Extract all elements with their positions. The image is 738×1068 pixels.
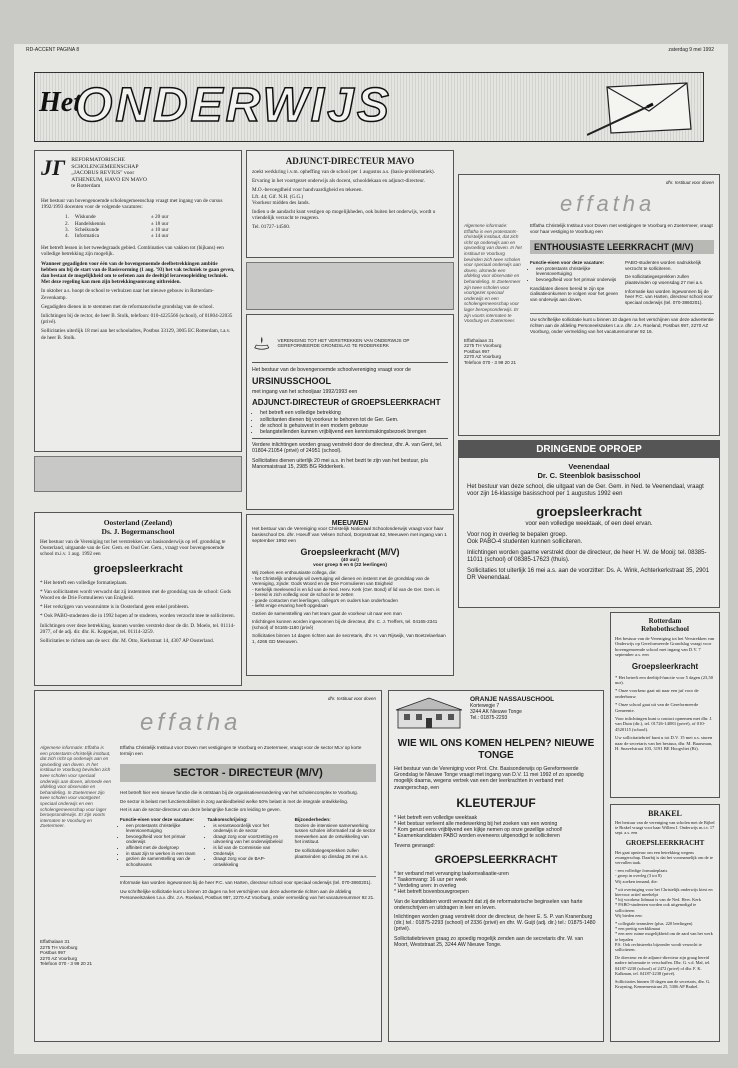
list-item: • bevoegdheid voor het primair onderwijs bbox=[536, 277, 619, 283]
list-item: * Het betreft een volledige formatieplaats. bbox=[40, 579, 128, 586]
org-line: REFORMATORISCHE bbox=[71, 157, 125, 163]
ad-text: Het bestuur van de Vereniging tot het verstrekken van basisonderwijs op ref. grondslag te Oosterland, uitgaande van de Ger. Gem. en Oud Ger. Gem., vraagt voor bovengenoemde school m.i.v. 1 aug. 1992 een bbox=[40, 539, 226, 558]
ad-text: M.O.-bevoegdheid voor handvaardigheid en tekenen. bbox=[252, 187, 363, 194]
list-item: * Verdeling uren: in overleg bbox=[394, 883, 457, 890]
ad-text: De sollicitatiegesprekken zullen plaatsvinden op dinsdag 26 mei a.s. bbox=[294, 847, 368, 859]
ad-effatha-sector-directeur bbox=[34, 690, 382, 1042]
ad-text: Sollicitaties dienen uiterlijk 20 mei a.s. in het bezit te zijn van het bestuur, p/a Manomaistraat 15, 2985 BG Ridderkerk. bbox=[252, 457, 428, 470]
banner-prefix: Het bbox=[39, 87, 81, 118]
address-block: Effathalaan 31 2275 TH Voorburg Postbus 997 2270 AZ Voorburg Telefoon 070 - 3 99 20 21 bbox=[40, 938, 93, 967]
ad-text: Het bestuur van bovengenoemde scholengemeenschap vraagt met ingang van de cursus 1992/1993 docenten voor de volgende vacatures: bbox=[41, 197, 223, 211]
envelope-illustration bbox=[587, 77, 697, 137]
ad-text: Lft. 44; Gif. N.H. (G.G.) bbox=[252, 193, 304, 200]
ad-text: Gegadigden dienen in te stemmen met de reformatorische grondslag van de school. bbox=[41, 303, 214, 310]
list-item: * Het betreft bovenbouwgroepen bbox=[394, 889, 469, 896]
ad-tag: dhr. Instituut voor doven bbox=[665, 180, 714, 185]
list-item: • draagt zorg voor voortzetting en uitvoering van het onderwijsbeleid bbox=[213, 834, 288, 845]
ad-text: Ervaring in het voortgezet onderwijs als docent, schooldekaan en adjunct-directeur. bbox=[252, 178, 425, 185]
vacancy-row: 2. Handelskennis ± 18 uur bbox=[65, 220, 169, 227]
role-title: groepsleerkracht bbox=[536, 504, 642, 519]
ad-bar-title: DRINGENDE OPROEP bbox=[459, 441, 719, 458]
school-name: Rehobothschool bbox=[641, 625, 689, 633]
org-line: ATHENEUM, HAVO EN MAVO bbox=[71, 176, 147, 183]
ad-text: Sollicitaties te richten aan de secr. dhr. M. Otto, Kerkstraat 14, 4307 AP Oosterland. bbox=[40, 638, 214, 645]
grey-filler bbox=[246, 262, 454, 310]
list-item: * uit overtuiging voor het Christelijk onderwijs kiest en hiervoor actief meehelpt bbox=[615, 886, 713, 898]
list-item: - het Christelijk onderwijs wil overtuiging wil dienen en instemt met de grondslag van de Vereniging, zijnde: Gods Woord en de Drie Formulieren van Enigheid bbox=[252, 575, 430, 587]
role-title: GROEPSLEERKRACHT bbox=[434, 853, 558, 866]
ad-title: ADJUNCT-DIRECTEUR MAVO bbox=[285, 156, 415, 166]
side-info: Algemene informatie: Effatha is een protestants-christelijk instituut, dat zich richt op onderwijs aan en opvoeding van doven. In het instituut te Voorburg bevinden zich twee scholen voor speciaal onderwijs aan doven, alsmede een afdeling voor observatie en behandeling. In Zoetermeer zijn twee scholen voor voortgezet speciaal onderwijs en een scholengemeenschap voor lager beroepsonderwijs. Er zijn voorts internaten te Voorburg en Zoetermeer. bbox=[464, 223, 522, 324]
ad-text: Sollicitatiebrieven graag zo spoedig mogelijk zenden aan de secretaris dhr. W. van Moort, Weststraat 25, 3244 AW Nieuwe Tonge. bbox=[394, 935, 584, 948]
list-item: • het betreft een volledige betrekking bbox=[260, 410, 448, 416]
ad-tag: dhr. Instituut voor doven bbox=[327, 696, 376, 701]
ad-text: met ingang van het schooljaar 1992/1993 een bbox=[252, 389, 358, 396]
ad-dringende-oproep bbox=[458, 440, 720, 608]
list-item: • een protestants christelijke levensovertuiging bbox=[126, 823, 201, 834]
list-item: • een protestants christelijke levensovertuiging bbox=[536, 266, 619, 277]
ad-text: Wij bieden een: bbox=[615, 912, 643, 918]
ad-text: Het betreft hier een nieuwe functie die is ontstaan bij de organisatieverandering van het scholencomplex te Voorburg. bbox=[120, 790, 359, 796]
role-title: ENTHOUSIASTE LEERKRACHT (M/V) bbox=[530, 240, 714, 254]
ad-text: Het bestuur van de bovengenoemde schoolvereniging vraagt voor de bbox=[252, 367, 411, 373]
ad-text: In oktober a.s. hoopt de school te verhuizen naar het nieuwe gebouw in Rotterdam-Zevenkamp. bbox=[41, 288, 214, 301]
role-title: GROEPSLEERKRACHT bbox=[625, 838, 705, 847]
ad-footer: Uw schriftelijke sollicitatie kunt u binnen 10 dagen na het verschijnen van deze advertentie richten aan de afdeling Personeelszaken t.a.v. dhr. J.A. Roeland, Postbus 997, 2270 AZ Voorburg, onder vermelding van het vacaturenummer 92 21. bbox=[120, 888, 375, 900]
grey-filler bbox=[34, 456, 242, 492]
list-item: • draagt zorg voor de BAP-ontwikkeling bbox=[213, 856, 288, 867]
ad-text: voor een volledige weektaak, of een deel ervan. bbox=[525, 521, 653, 527]
ad-text: Het is aan de sector-directeur van deze belangrijke functie om leiding te geven. bbox=[120, 807, 281, 813]
ad-list bbox=[260, 410, 448, 435]
ad-jacobus-revius bbox=[34, 150, 242, 452]
list-item: * Kom gerust eens vrijblijvend een kijkje nemen op onze gezellige school! bbox=[394, 827, 563, 834]
role-title: Groepsleerkracht bbox=[631, 661, 699, 671]
list-item: * Het bestuur verleent alle medewerking bij het zoeken van een woning bbox=[394, 821, 558, 828]
list-item: * een prettig werkklimaat bbox=[615, 926, 660, 932]
ad-subhead: Wij zoeken een enthousiaste collega, die: bbox=[252, 570, 337, 576]
list-item: * PABO-studenten worden ook uitgenodigd te solliciteren bbox=[615, 902, 697, 913]
jr-logo: JΓ bbox=[41, 155, 66, 180]
role-title: KLEUTERJUF bbox=[456, 795, 536, 810]
school-name: URSINUSSCHOOL bbox=[252, 376, 332, 387]
ad-oranje-nassauschool bbox=[388, 690, 604, 1042]
side-info: Algemene informatie: Effatha is een protestants-christelijk instituut, dat zich richt op onderwijs aan en opvoeding van doven. In het instituut te Voorburg bevinden zich twee scholen voor speciaal onderwijs aan doven, alsmede een afdeling voor observatie en behandeling. In Zoetermeer zijn twee scholen voor voortgezet speciaal onderwijs en een scholengemeenschap voor lager beroepsonderwijs. Er zijn voorts internaten te Voorburg en Zoetermeer. bbox=[40, 745, 111, 829]
vacancy-row: 1. Wiskunde ± 20 uur bbox=[65, 214, 169, 221]
list-item: • bevoegdheid voor het primair onderwijs bbox=[126, 834, 201, 845]
list-item: • is verantwoordelijk voor het onderwijs in de sector bbox=[213, 823, 288, 834]
place-name: BRAKEL bbox=[648, 809, 682, 818]
list-item: * Het betreft een deeltijd-functie voor 5 dagen (23,50 uur). bbox=[615, 674, 714, 686]
page-header-left: RD-ACCENT PAGINA 8 bbox=[26, 47, 80, 53]
ad-text: Voor nog in overleg te bepalen groep. bbox=[467, 532, 568, 538]
list-item: - liefst enige ervaring heeft opgedaan bbox=[252, 603, 328, 609]
ad-text: De sector is belast met functiemobiliteit in zorg aanbiedbeleid welke 50% belast is met de integrale ontwikkeling. bbox=[120, 798, 349, 804]
role-title: Groepsleerkracht (M/V) bbox=[300, 547, 400, 558]
list-item: * Onze school gaat uit van de Gereformeerde Gemeente. bbox=[615, 702, 699, 713]
list-item: * Ook PABO-studenten die in 1992 hopen af te studeren, worden verzocht mee te solliciteren. bbox=[40, 613, 235, 620]
ad-text: Uw sollicitatiebrief kunt u tot D.V. 15 mei a.s. sturen naar de secretaris van het bestuur, dhr. M. Baarsman, H. Snavelstraat 103, 3191 BE Hoogvliet (Rt). bbox=[615, 735, 713, 752]
ad-text: Sollicitaties tot uiterlijk 16 mei a.s. aan de voorzitter: Ds. A. Wink, Achterkerkstraat 35, 2901 DR Veenendaal. bbox=[467, 568, 710, 581]
ad-ursinusschool bbox=[246, 314, 454, 510]
newspaper-page bbox=[14, 44, 728, 1054]
vacancy-row: 4. Informatica ± 14 uur bbox=[65, 232, 169, 239]
ad-text: Gezien de intensieve samenwerking tussen scholen informatief zal de sector meewerken aan de ontwikkeling van het instituut. bbox=[294, 822, 376, 845]
list-item: • belangstellenden kunnen vrijblijvend een kennismakingsbezoek brengen bbox=[260, 429, 448, 435]
ad-text: Gezien de samenstelling van het team gaat de voorkeur uit naar een man bbox=[252, 610, 402, 616]
ad-text: Het bestuur van deze school, die uitgaat van de Ger. Gem. in Ned. te Veenendaal, vraagt voor zijn 16-klassige basisschool per 1 augustus 1992 een bbox=[467, 484, 704, 497]
ad-text: Kandidaten dienen bereid te zijn spe cialisatieonkursen te volgen voor het geven van onderwijs aan doven. bbox=[530, 285, 619, 302]
list-item: * Het betreft een volledige weektaak bbox=[394, 814, 478, 821]
ad-text: Ook PABO-4 studenten kunnen solliciteren. bbox=[467, 539, 583, 545]
ad-text: Inlichtingen kunnen worden ingewonnen bij de directeur, dhr. C. J. Treffers, tel. 04165-2341 (school) of 04165-1180 (privé) bbox=[252, 619, 438, 630]
ad-text: Indien u de aandacht kunt vestigen op mogelijkheden, ook buiten het onderwijs, wordt u vriendelijk verzocht te reageren. bbox=[252, 209, 436, 222]
list-item: * Examenkandidaten PABO worden eveneens uitgenodigd te solliciteren bbox=[394, 833, 560, 840]
hours: (40 uur) bbox=[341, 558, 359, 564]
list-item: • is lid van de Commissie van Onderwijs bbox=[213, 845, 288, 856]
role-title: SECTOR - DIRECTEUR (M/V) bbox=[120, 764, 376, 782]
school-building-illustration bbox=[394, 696, 464, 730]
lamp-icon bbox=[252, 332, 272, 354]
ad-text: Informatie kan worden ingewonnen bij de heer P.C. van Harten, directeur school voor speciaal onderwijs (tel. 070-3860201). bbox=[120, 880, 372, 886]
ad-brakel bbox=[610, 804, 720, 1042]
headline: WIE WIL ONS KOMEN HELPEN? NIEUWE TONGE bbox=[397, 738, 595, 761]
list-item: • in staat zijn te werken in een team bbox=[126, 851, 201, 857]
list-item: - bereid is zich volledig voor de school in te zetten bbox=[252, 592, 354, 598]
address-block: Effathalaan 31 2275 TH Voorburg Postbus 997 2270 AZ Voorburg Telefoon 070 - 3 99 20 21 bbox=[464, 337, 517, 366]
ad-text: Voor inlichtingen kunt u contact opnemen met dhr. J. van Duin (dir.), tel. 01726-14083 (privé), of 010-4520115 (school). bbox=[615, 716, 713, 732]
place-name: MEEUWEN bbox=[331, 520, 369, 527]
list-item: - goede contacten met leerlingen, collega's en ouders kan onderhouden bbox=[252, 597, 398, 603]
vacancy-list bbox=[65, 214, 235, 239]
ad-text: Tel. 01727-14560. bbox=[252, 224, 291, 231]
ad-text: Verdere inlichtingen worden graag verstrekt door de directeur, dhr. A. van Gent, tel. 01804-21054 (privé) of 24951 (school). bbox=[252, 442, 443, 455]
ad-text: Het bestuur van de vereniging van scholen met de Bijbel te Brakel vraagt voor haar Willem I. Onderwijs m.i.v. 17 sept. a.s. een bbox=[615, 820, 715, 836]
ad-text: Het bestuur van de Vereniging voor Prot. Chr. Basisonderwijs op Gereformeerde Grondslag te Nieuwe Tonge vraagt met ingang van D.V. 11 mei 1992 of zo spoedig mogelijk daarna, wegens vertrek van een der leerkrachten in verband met zwangerschap, een bbox=[394, 766, 584, 791]
ad-text: Effatha Christelijk Instituut voor Doven met vestigingen te Voorburg en Zoetermeer, vraagt voor haar vestiging te Voorburg een bbox=[530, 223, 713, 234]
ad-text: Het bestuur van de Vereniging tot het Verstrekken van Onderwijs op Gereformeerde Grondslag vraagt voor bovengenoemde school met ingang van D.V. 7 september a.s. een bbox=[615, 636, 715, 658]
list-item: * Taakomvang: 16 uur per week bbox=[394, 877, 467, 884]
ad-oosterland bbox=[34, 512, 242, 686]
role-title: groepsleerkracht bbox=[93, 562, 183, 575]
ad-text: Inlichtingen bij de rector, de heer B. Stolk, telefoon: 010-4225566 (school), of 01804-22035 (privé). bbox=[41, 313, 233, 326]
vacancy-row: 3. Scheikunde ± 10 uur bbox=[65, 226, 169, 233]
role-title: ADJUNCT-DIRECTEUR of GROEPSLEERKRACHT bbox=[252, 398, 441, 408]
ad-text: zoekt werkkring i.v.m. opheffing van de school per 1 augustus a.s. (basis-problematiek). bbox=[252, 169, 435, 175]
ad-text: Inlichtingen worden gaarne verstrekt door de directeur, de heer H. W. de Mooij: tel. 08385-11011 (school) of 08385-17623 (thuis). bbox=[467, 550, 707, 563]
ad-text: Wanneer gegadigden voor één van de bovengenoemde deelbetrekkingen ambitie hebben om bij de start van de Basisvorming (1 aug. '93) het vak techniek te gaan geven, dan bestaat de mogelijkheid om te oefenen aan de deeltijd lerarenopleiding techniek. Met deze regeling kan men zijn betrekkingsomvang uitbreiden. bbox=[41, 260, 235, 286]
list-item: • affiniteit met de doelgroep bbox=[126, 845, 201, 851]
list-item: - groep in overleg (3 tot 8) bbox=[615, 873, 662, 879]
ad-text: PABO-studenten worden nadrukkelijk verzocht te solliciteren. bbox=[625, 260, 702, 271]
ad-text: Het betreft lessen in het tweedegraads gebied. Combinaties van vakken tot (bijkans) een volledige betrekking zijn mogelijk. bbox=[41, 245, 224, 258]
section-banner bbox=[34, 72, 704, 142]
effatha-logo: effatha bbox=[560, 191, 656, 216]
ad-text: De sollicitatiegesprekken zullen plaatsvinden op woensdag 27 mei a.s. bbox=[625, 274, 704, 285]
ad-text: Wij zoeken iemand, die: bbox=[615, 878, 658, 884]
address-block: Kortewegje 7 3244 AK Nieuwe Tonge Tel.: 01875-2293 bbox=[470, 703, 522, 721]
org-line: „JACOBUS REVIUS" voor bbox=[71, 170, 135, 177]
ad-text: Sollicitaties binnen 10 dagen aan de secretaris, dhr. G. Kruyning, Kennemerstraat 25, 5306 AP Brakel. bbox=[615, 979, 711, 990]
list-item: * ter verband met vervanging taakenvaliaatie-uren bbox=[394, 870, 509, 877]
ad-subhead: Taakomschrijving: bbox=[207, 816, 248, 822]
ad-adjunct-directeur-mavo bbox=[246, 150, 454, 258]
ad-text: Het bestuur van de Vereniging voor Christelijk Nationaal Schoolonderwijs vraagt voor haar basisschool Ds. dhr. Hoeuff van Velsen School, Dorpsstraat 62, Meeuwen met ingang van 1 september 1992 een bbox=[252, 527, 447, 544]
ad-text: Sollicitaties uiterlijk 18 mei aan het schooladres, Postbus 33129, 3005 EC Rotterdam, t.a.v. de heer B. Stolk. bbox=[41, 328, 231, 341]
ad-text: De directeur en de adjunct-directeur zijn graag bereid nadere informatie te verschaffen. Dhr. G. v.d. Mal, tel. 04187-2230 (school) of 2472 (privé) of dhr. F. K. Kalkman, tel. 04187-2238 (privé). bbox=[615, 955, 711, 976]
list-item: • sollicitanten dienen bij voorkeur te behoren tot de Ger. Gem. bbox=[260, 417, 448, 423]
org-line: SCHOLENGEMEENSCHAP bbox=[71, 163, 139, 170]
ad-rehobothschool bbox=[610, 612, 720, 798]
ad-text: P.S. Ook rechtstreeks bijzonder wordt verzocht te solliciteren. bbox=[615, 941, 702, 953]
ad-text: Sollicitaties binnen 14 dagen richten aan de secretaris, dhr. H. van Rijswijk, Van Boetzelaerlaan 1, 4266 GD Meeuwen. bbox=[252, 633, 446, 644]
org-line: te Rotterdam bbox=[71, 183, 101, 190]
ad-subhead: Bijzonderheden: bbox=[294, 816, 331, 822]
ad-meeuwen bbox=[246, 514, 454, 676]
ad-text: Tevens gevraagd: bbox=[394, 842, 435, 849]
ad-text: Informatie kan worden ingewonnen bij de heer P.C. van Harten, directeur school voor speciaal onderwijs (tel. 070-3860201). bbox=[625, 288, 713, 305]
place-name: Veenendaal bbox=[568, 462, 610, 471]
school-name: ORANJE NASSAUSCHOOL bbox=[470, 696, 555, 703]
banner-title: ONDERWIJS bbox=[75, 79, 392, 132]
place-name: Rotterdam bbox=[648, 617, 682, 625]
list-item: * Onze voorkeur gaat uit naar een juf voor de onderbouw. bbox=[615, 688, 699, 699]
list-item: • gezien de samenstelling van de schoolteams bbox=[126, 856, 201, 867]
school-name: Dr. C. Steenblok basisschool bbox=[537, 471, 641, 480]
list-item: • de school is gehuisvest in een modern gebouw bbox=[260, 423, 448, 429]
ad-text: Inlichtingen over deze betrekking, kunnen worden verstrekt door de dir. D. Moelo, tel. 01114-2077, of de adj. dir. dhr. K. Koppejan, tel. 01114-3259. bbox=[40, 622, 235, 635]
ad-text: Van de kandidaten wordt verwacht dat zij de reformatorische beginselen van harte onderschrijven en uitdragen in leer en leven. bbox=[394, 898, 583, 911]
ad-footer: Uw schriftelijke sollicitatie kunt u binnen 10 dagen na het verschijnen van deze advertentie richten aan de afdeling Personeelszaken t.a.v. dhr. J.A. Roeland, Postbus 997, 2270 AZ Voorburg, onder vermelding van het vacaturenummer 92 16. bbox=[530, 313, 714, 334]
list-item: * Van sollicitanten wordt verwacht dat zij instemmen met de grondslag van de school: Gods Woord en de Drie Formulieren van Enigheid. bbox=[40, 588, 231, 602]
ad-subhead: Functie-eisen voor deze vacature: bbox=[120, 816, 195, 822]
school-name: Ds. J. Bogermanschool bbox=[101, 527, 175, 536]
list-item: - een volledige formatieplaats bbox=[615, 868, 668, 874]
list-item: * bij voorkeur lidmaat is van de Ned. Herv. Kerk bbox=[615, 897, 701, 903]
ad-subhead: Functie-eisen voor deze vacature: bbox=[530, 260, 605, 266]
list-item: - Kerkelijk meelevend is en lid van de Ned. Herv. Kerk (Ger. Bond) of lid van de Ger. Gem. is bbox=[252, 586, 440, 592]
list-item: * collegiale teamsfeer (plus. 220 leerlingen) bbox=[615, 921, 693, 927]
list-item: * Het verkrijgen van woonruimte is in Oosterland geen enkel probleem. bbox=[40, 604, 190, 611]
ad-text: Inlichtingen worden graag verstrekt door de directeur, de heer E. S. P. van Kranenburg (dir.) tel.: 01875-2293 (school) of 2336 (privé) en dhr. W. Guijt (adj. dir.) tel.: 01875-1480 (privé). bbox=[394, 914, 596, 933]
ad-text: Effatha Christelijk Instituut voor Doven met vestigingen te Voorburg en Zoetermeer, vraagt voor de sector MLV op korte termijn een bbox=[120, 745, 362, 756]
hours-detail: voor groep 5 en 6 (22 leerlingen) bbox=[313, 563, 387, 569]
ad-text: Het gaat opnieuw om een betrekking wegens zwangerschap. Daarbij is dat het voornamelijk om de te vervullen taak. bbox=[615, 849, 713, 866]
ad-effatha-leerkracht bbox=[458, 174, 720, 436]
place-name: Oosterland (Zeeland) bbox=[103, 518, 173, 527]
association-name: VERENIGING TOT HET VERSTREKKEN VAN ONDERWIJS OP GEREFORMEERDE GRONDSLAG TE RIDDERKERK bbox=[277, 337, 410, 348]
page-header-date: zaterdag 9 mei 1992 bbox=[668, 47, 714, 53]
effatha-logo: effatha bbox=[140, 709, 242, 736]
ad-text: Voorkeur midden des lands. bbox=[252, 199, 310, 206]
list-item: * een zeer ruime mogelijkheid om de aard van het werk te bepalen bbox=[615, 931, 713, 942]
